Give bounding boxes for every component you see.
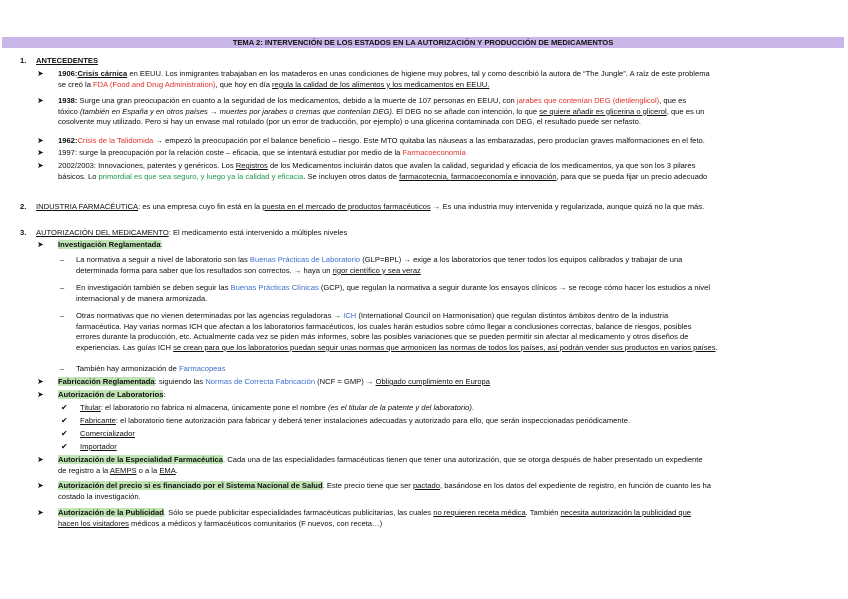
checkmark-icon: ✔ — [61, 403, 68, 412]
section-heading: AUTORIZACIÓN DEL MEDICAMENTO — [36, 228, 169, 237]
arrow-bullet-icon: ➤ — [37, 161, 44, 170]
section-heading: INDUSTRIA FARMACÉUTICA — [36, 202, 139, 211]
arrow-bullet-icon: ➤ — [37, 481, 44, 490]
page-title: TEMA 2: INTERVENCIÓN DE LOS ESTADOS EN LA AUTORIZACIÓN Y PRODUCCIÓN DE MEDICAMENTOS — [2, 37, 844, 48]
section-heading: ANTECEDENTES — [36, 56, 99, 65]
checkmark-icon: ✔ — [61, 442, 68, 451]
section-number: 3. — [20, 228, 27, 237]
document-page: TEMA 2: INTERVENCIÓN DE LOS ESTADOS EN LA AUTORIZACIÓN Y PRODUCCIÓN DE MEDICAMENTOS 1. ANTECEDENTES ➤ 1906:Crisis cárnica en EEUU. Los inmigrantes trabajaban en los mataderos en unas condiciones de higiene muy pobres, tal y como describió la autora de “The Jungle”. A raíz de este problema se creó la FDA (Food and Drug Administration), que hoy en día regula la calidad de los alimentos y los medicamentos en EEUU. ➤ 1938: Surge una gran preocupación en cuanto a la seguridad de los medicamentos, debido a la muerte de 107 personas en EEUU, con jarabes que contenían DEG (dietilenglicol), que es tóxico (también en España y en otros países → muertes por jarabes o cremas que contenían DEG). El DEG no se añade con intención, lo que se quiere añadir es glicerina o glicerol, que es un cosolvente muy utilizado. Pero si hay un envase mal rotulado (por un error de traducción, por ejemplo) o una glicerina contaminada con DEG, el resultado puede ser nefasto. ➤ 1962:Crisis de la Talidomida → empezó la preocupación por el balance beneficio – riesgo. Este MTO quitaba las náuseas a las embarazadas, pero producían graves malformaciones en el feto. ➤ 1997: surge la preocupación por la relación coste – eficacia, que se intentará estudiar por medio de la Farmacoeconomía ➤ 2002/2003: Innovaciones, patentes y genéricos. Los Registros de los Medicamentos incluirán datos que avalen la calidad, seguridad y eficacia de los medicamentos, ya que son los 3 pilares básicos. Lo primordial es que sea seguro, y luego ya la calidad y eficacia. Se incluyen otros datos de farmacotecnia, farmacoeconomía e innovación, para que se pueda fijar un precio adecuado 2. INDUSTRIA FARMACÉUTICA: es una empresa cuyo fin está en la puesta en el mercado de productos farmacéuticos → Es una industria muy intervenida y regularizada, aunque quizá no la que más. 3. AUTORIZACIÓN DEL MEDICAMENTO: El medicamento está intervenido a múltiples niveles ➤ Investigación Reglamentada: – La normativa a seguir a nivel de laboratorio son las Buenas Prácticas de Laboratorio (GLP=BPL) → exige a los laboratorios que tener todos los equipos calibrados y trabajar de una determinada forma para saber que los resultados son correctos. → haya un rigor científico y sea veraz – En investigación también se deben seguir las Buenas Prácticas Clínicas (GCP), que regulan la normativa a seguir durante los ensayos clínicos → se recoge cómo hacer los estudios a nivel internacional y de manera armonizada. – Otras normativas que no vienen determinadas por las agencias reguladoras → ICH (International Council on Harmonisation) que regulan distintos ámbitos dentro de la industria farmacéutica. Hay varias normas ICH que afectan a los laboratorios farmacéuticos, los cuales harán estudios sobre cómo llegar a conclusiones correctas, balance de riesgos, posibles errores durante la producción, etc. Actualmente cada vez se piden más informes, sobre las posibles variaciones que se pueden permitir sin afectar al medicamento y otros diseños de experiencias. Las guías ICH se crean para que los laboratorios puedan seguir unas normas que armonicen las normas de todos los países, así podrán vender sus productos en varios países. – También hay armonización de Farmacopeas ➤ Fabricación Reglamentada: siguiendo las Normas de Correcta Fabricación (NCF = GMP) → Obligado cumplimiento en Europa ➤ Autorización de Laboratorios: ✔ Titular: el laboratorio no fabrica ni almacena, únicamente pone el nombre (es el titular de la patente y del laboratorio). ✔ Fabricante: el laboratorio tiene autorización para fabricar y deberá tener instalaciones adecuadas y autorizado para ello, que serán inspeccionadas periódicamente. ✔ Comercializador ✔ Importador ➤ Autorización de la Especialidad Farmacéutica. Cada una de las especialidades farmacéuticas tienen que tener una autorización, que se otorga después de haber presentado un expediente de registro a la AEMPS o a la EMA. ➤ Autorización del precio si es financiado por el Sistema Nacional de Salud. Este precio tiene que ser pactado, basándose en los datos del expediente de registro, en función de cuanto les ha costado la investigación. ➤ Autorización de la Publicidad. Sólo se puede publicitar especialidades farmacéuticas publicitarias, las cuales no requieren receta médica. También necesita autorización la publicidad que hacen los visitadores médicos a médicos y farmacéuticos comunitarios (F nuevos, con receta…) — [0, 0, 848, 599]
arrow-bullet-icon: ➤ — [37, 136, 44, 145]
arrow-bullet-icon: ➤ — [37, 508, 44, 517]
arrow-bullet-icon: ➤ — [37, 455, 44, 464]
checkmark-icon: ✔ — [61, 429, 68, 438]
arrow-bullet-icon: ➤ — [37, 240, 44, 249]
arrow-bullet-icon: ➤ — [37, 377, 44, 386]
arrow-bullet-icon: ➤ — [37, 148, 44, 157]
section-number: 2. — [20, 202, 27, 211]
arrow-bullet-icon: ➤ — [37, 390, 44, 399]
arrow-bullet-icon: ➤ — [37, 69, 44, 78]
arrow-bullet-icon: ➤ — [37, 96, 44, 105]
section-number: 1. — [20, 56, 27, 65]
checkmark-icon: ✔ — [61, 416, 68, 425]
